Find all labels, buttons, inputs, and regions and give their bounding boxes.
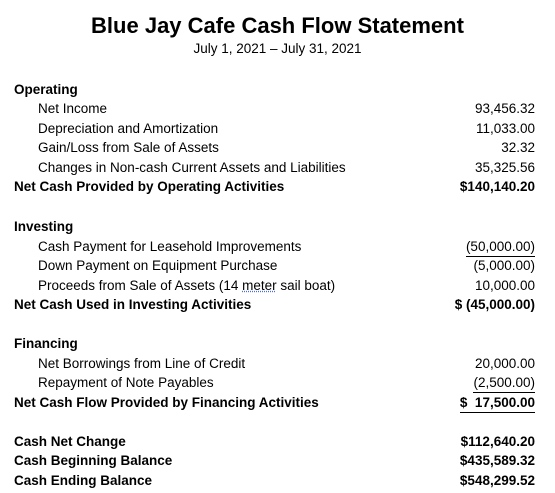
summary-label: Cash Ending Balance bbox=[14, 472, 153, 488]
line-item-noncash-changes bbox=[0, 158, 555, 177]
operating-total bbox=[0, 177, 555, 196]
summary-amount: $548,299.52 bbox=[459, 472, 535, 488]
line-item-leasehold bbox=[0, 237, 555, 256]
line-item-line-of-credit bbox=[0, 354, 555, 373]
line-item-amount: (50,000.00) bbox=[466, 237, 535, 257]
section-heading: Financing bbox=[14, 336, 78, 351]
statement-period: July 1, 2021 – July 31, 2021 bbox=[193, 41, 362, 56]
line-item-amount: 32.32 bbox=[501, 140, 535, 155]
total-label: Net Cash Flow Provided by Financing Activities bbox=[14, 394, 319, 410]
summary-label: Cash Net Change bbox=[14, 433, 126, 449]
line-item-net-income bbox=[0, 99, 555, 118]
line-item-label: Changes in Non-cash Current Assets and Liabilities bbox=[38, 159, 346, 175]
line-item-note-repayment bbox=[0, 373, 555, 392]
line-item-label: Cash Payment for Leasehold Improvements bbox=[38, 238, 302, 254]
summary-net-change bbox=[0, 432, 555, 451]
total-amount: $140,140.20 bbox=[459, 179, 535, 194]
summary-ending-balance bbox=[0, 471, 555, 490]
summary-amount: $435,589.32 bbox=[459, 453, 535, 468]
section-heading: Investing bbox=[14, 219, 74, 234]
total-label: Net Cash Used in Investing Activities bbox=[14, 297, 252, 312]
summary-amount: $112,640.20 bbox=[460, 433, 535, 449]
summary-beginning-balance bbox=[0, 451, 555, 470]
investing-total bbox=[0, 295, 555, 314]
line-item-amount: 20,000.00 bbox=[474, 355, 535, 371]
line-item-label bbox=[38, 276, 335, 295]
line-item-amount: (2,500.00) bbox=[473, 373, 535, 393]
total-label: Net Cash Provided by Operating Activities bbox=[14, 179, 285, 194]
line-item-depreciation bbox=[0, 119, 555, 138]
label-text: sail boat) bbox=[276, 277, 336, 293]
line-item-label: Down Payment on Equipment Purchase bbox=[38, 258, 278, 273]
line-item-label: Gain/Loss from Sale of Assets bbox=[38, 140, 219, 155]
financing-heading bbox=[0, 334, 555, 353]
line-item-gain-loss bbox=[0, 138, 555, 157]
financing-total bbox=[0, 393, 555, 412]
summary-label: Cash Beginning Balance bbox=[14, 453, 173, 468]
total-amount: $ (45,000.00) bbox=[454, 297, 535, 312]
section-heading: Operating bbox=[14, 82, 78, 97]
line-item-equipment bbox=[0, 256, 555, 275]
investing-heading bbox=[0, 217, 555, 236]
line-item-amount: 93,456.32 bbox=[474, 101, 535, 116]
line-item-label: Depreciation and Amortization bbox=[38, 120, 219, 136]
line-item-amount: 11,033.00 bbox=[475, 120, 535, 136]
line-item-amount: 35,325.56 bbox=[474, 159, 535, 175]
operating-heading bbox=[0, 80, 555, 99]
line-item-amount: (5,000.00) bbox=[473, 258, 535, 273]
line-item-label: Net Borrowings from Line of Credit bbox=[38, 355, 246, 371]
line-item-amount: 10,000.00 bbox=[474, 277, 535, 293]
statement-title: Blue Jay Cafe Cash Flow Statement bbox=[91, 13, 464, 38]
total-amount: $ 17,500.00 bbox=[460, 393, 535, 413]
label-text: Proceeds from Sale of Assets (14 bbox=[38, 277, 243, 293]
line-item-proceeds bbox=[0, 276, 555, 295]
line-item-label: Net Income bbox=[38, 101, 108, 116]
spellcheck-flagged-word: meter bbox=[242, 277, 277, 293]
line-item-label: Repayment of Note Payables bbox=[38, 375, 214, 390]
